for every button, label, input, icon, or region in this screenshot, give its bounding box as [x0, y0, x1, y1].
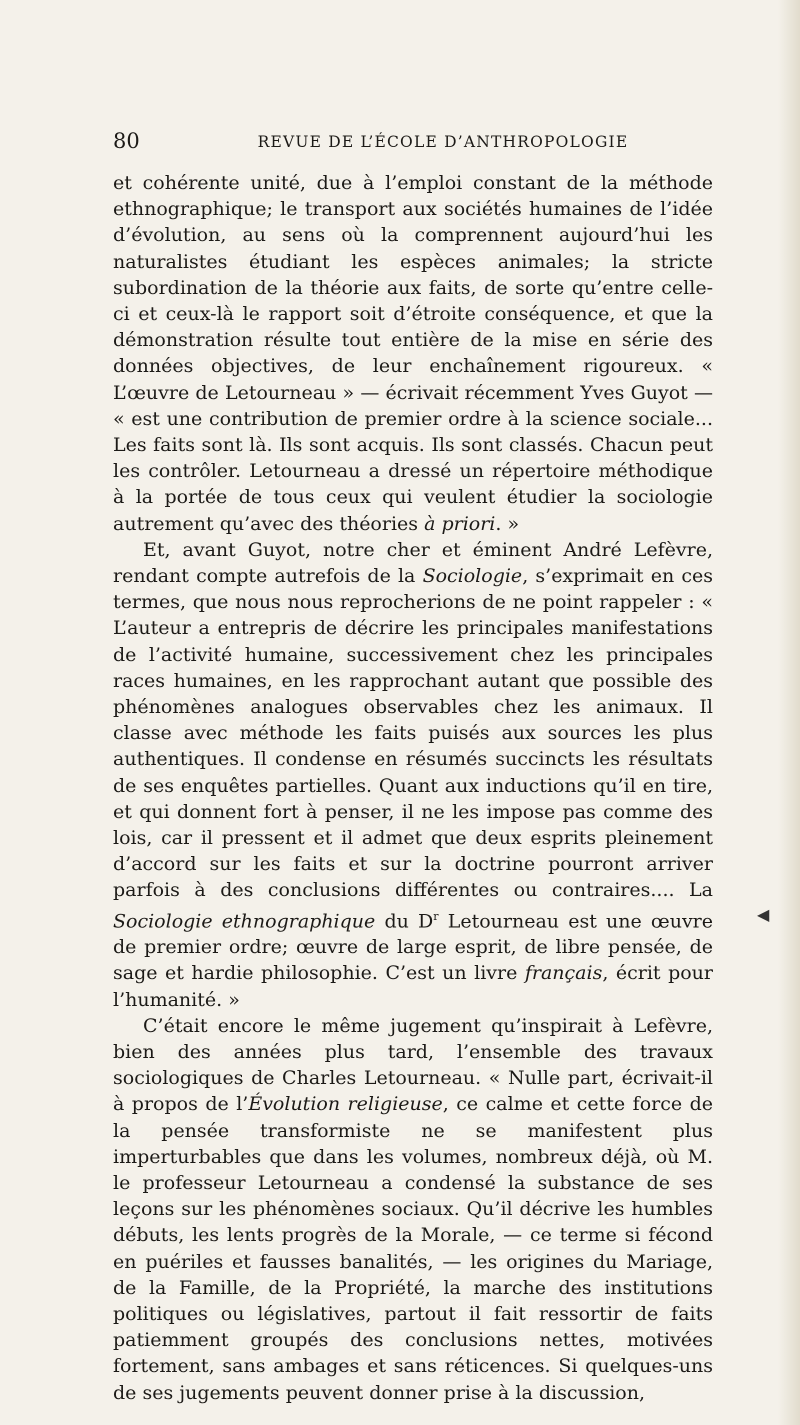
page-number: 80: [113, 129, 140, 153]
paragraph-3-text-a: C’était encore le même jugement qu’inspirait à Lefèvre, bien des années plus tard, l’ensemble des travaux sociologiques de Charles Letourneau. « Nulle part, écrivait-il à propos de l’: [113, 1014, 713, 1116]
paragraph-2-superscript: r: [433, 909, 439, 923]
paragraph-3: [113, 1013, 713, 1406]
paragraph-2-italic-sociologie: Sociologie: [422, 565, 523, 588]
paragraph-2-text-a: Et, avant Guyot, notre cher et éminent André Lefèvre, rendant compte autrefois de la: [113, 538, 713, 588]
paragraph-2-text-c: du D: [375, 910, 434, 933]
running-title: REVUE DE L’ÉCOLE D’ANTHROPOLOGIE: [257, 133, 629, 151]
paragraph-3-italic: Évolution religieuse: [248, 1093, 443, 1116]
paragraph-1-end: . »: [495, 512, 520, 535]
paragraph-1: [113, 170, 713, 537]
paragraph-3-text-b: , ce calme et cette force de la pensée transformiste ne se manifestent plus imperturbables que dans les volumes, nombreux déjà, où M. le professeur Letourneau a condensé la substance de ses leçons sur les phénomènes sociaux. Qu’il décrive les humbles débuts, les lents progrès de la Morale, — ce terme si fécond en puériles et fausses banalités, — les origines du Mariage, de la Famille, de la Propriété, la marche des institutions politiques ou législatives, partout il fait ressortir de faits patiemment groupés des conclusions nettes, motivées fortement, sans ambages et sans réticences. Si quelques-uns de ses jugements peuvent donner prise à la discussion,: [113, 1093, 713, 1404]
page-header: [113, 127, 713, 155]
paragraph-2-italic-title: Sociologie ethnographique: [113, 910, 376, 933]
margin-arrow-icon: ◀: [757, 905, 770, 924]
paragraph-2-italic-francais: français: [524, 962, 603, 985]
page-edge-shadow: [778, 0, 800, 1425]
paragraph-1-italic: à priori: [424, 512, 496, 535]
paragraph-2-text-b: , s’exprimait en ces termes, que nous nous reprocherions de ne point rappeler : « L’auteur a entrepris de décrire les principales manifestations de l’activité humaine, successivement chez les principales races humaines, en les rapprochant autant que possible des phénomènes analogues observables chez les animaux. Il classe avec méthode les faits puisés aux sources les plus authentiques. Il condense en résumés succincts les résultats de ses enquêtes partielles. Quant aux inductions qu’il en tire, et qui donnent fort à penser, il ne les impose pas comme des lois, car il pressent et il admet que deux esprits pleinement d’accord sur les faits et sur la doctrine pourront arriver parfois à des conclusions différentes ou contraires.... La: [113, 565, 713, 902]
body-text: [113, 170, 713, 1406]
paragraph-2-text-e: , écrit pour l’humanité. »: [113, 962, 713, 1011]
paragraph-2-text-d: Letourneau est une œuvre de premier ordre; œuvre de large esprit, de libre pensée, de sage et hardie philosophie. C’est un livre: [113, 910, 713, 985]
paragraph-2: [113, 537, 713, 1013]
paragraph-1-text: et cohérente unité, due à l’emploi constant de la méthode ethnographique; le transport aux sociétés humaines de l’idée d’évolution, au sens où la comprennent aujourd’hui les naturalistes étudiant les espèces animales; la stricte subordination de la théorie aux faits, de sorte qu’entre celle-ci et ceux-là le rapport soit d’étroite conséquence, et que la démonstration résulte tout entière de la mise en série des données objectives, de leur enchaînement rigoureux. « L’œuvre de Letourneau » — écrivait récemment Yves Guyot — « est une contribution de premier ordre à la science sociale... Les faits sont là. Ils sont acquis. Ils sont classés. Chacun peut les contrôler. Letourneau a dressé un répertoire méthodique à la portée de tous ceux qui veulent étudier la sociologie autrement qu’avec des théories: [113, 172, 713, 535]
